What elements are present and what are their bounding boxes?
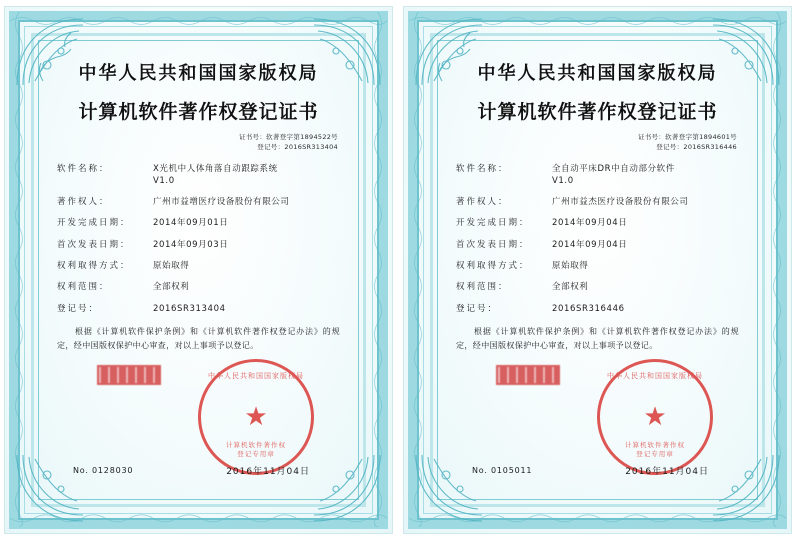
field-row-acquisition-method [57, 260, 340, 272]
field-row-development-date [57, 217, 340, 229]
field-row-development-date [456, 217, 739, 229]
field-label: 开发完成日期： [57, 218, 131, 229]
issuing-authority: 中华人民共和国国家版权局 [477, 63, 718, 84]
field-label: 权利范围： [57, 282, 110, 293]
field-value: 2014年09月03日 [153, 239, 229, 250]
certificate-body-right [442, 45, 753, 495]
legal-note: 根据《计算机软件保护条例》和《计算机软件著作权登记办法》的规定，经中国版权保护中心审查，对以上事项予以登记。 [57, 327, 340, 350]
field-label: 著作权人： [456, 197, 509, 208]
field-label: 权利取得方式： [57, 261, 131, 272]
certificate-card-left [4, 6, 393, 534]
field-label: 登记号： [456, 303, 499, 314]
seal-bottom-line-2: 登记专用章 [237, 450, 275, 459]
field-row-rights-scope [456, 281, 739, 293]
legal-note: 根据《计算机软件保护条例》和《计算机软件著作权登记办法》的规定，经中国版权保护中心审查，对以上事项予以登记。 [456, 327, 739, 350]
certificate-number-line-1: 证书号：软著登字第1894522号 [238, 133, 338, 141]
field-list [456, 163, 739, 316]
field-value [153, 163, 340, 188]
field-row-software-name [456, 163, 739, 188]
field-value: 2016SR313404 [153, 303, 226, 314]
official-seal-stamp [198, 359, 314, 475]
seal-arc-top-text: 中华人民共和国国家版权局 [208, 372, 304, 380]
signature-redaction-mark [496, 365, 560, 385]
field-label: 首次发表日期： [57, 239, 131, 250]
certificate-title: 计算机软件著作权登记证书 [477, 101, 718, 123]
field-row-acquisition-method [456, 260, 739, 272]
field-value: 全部权利 [153, 282, 190, 293]
field-value-text: X光机中人体角落自动跟踪系统 [153, 163, 278, 174]
signature-area [456, 359, 739, 479]
seal-arc-bottom-text [600, 441, 710, 461]
field-value: 广州市益杰医疗设备股份有限公司 [552, 197, 689, 208]
field-label: 软件名称： [57, 163, 110, 174]
certificate-number-block [57, 133, 340, 153]
field-label: 权利范围： [456, 282, 509, 293]
issuing-authority: 中华人民共和国国家版权局 [78, 63, 319, 84]
field-value-version: V1.0 [153, 175, 175, 186]
serial-number: No. 0105011 [472, 466, 533, 475]
field-row-registration-number [57, 303, 340, 315]
certificate-body-left [43, 45, 354, 495]
official-seal-stamp [597, 359, 713, 475]
field-value: 2014年09月04日 [552, 218, 628, 229]
seal-arc-top-text: 中华人民共和国国家版权局 [607, 372, 703, 380]
issue-date: 2016年11月04日 [226, 467, 310, 477]
certificate-number-block [456, 133, 739, 153]
certificate-number-line-1: 证书号：软著登字第1894601号 [637, 133, 737, 141]
signature-area [57, 359, 340, 479]
issue-date: 2016年11月04日 [625, 467, 709, 477]
certificate-card-right [403, 6, 792, 534]
field-value: 原始取得 [552, 261, 589, 272]
field-label: 著作权人： [57, 197, 110, 208]
field-value: 原始取得 [153, 261, 190, 272]
field-row-copyright-owner [57, 196, 340, 208]
field-label: 软件名称： [456, 163, 509, 174]
field-value-version: V1.0 [552, 175, 574, 186]
field-value: 2014年09月04日 [552, 239, 628, 250]
seal-bottom-line-1: 计算机软件著作权 [625, 440, 685, 449]
field-value [552, 163, 739, 188]
seal-bottom-line-2: 登记专用章 [636, 450, 674, 459]
certificate-title: 计算机软件著作权登记证书 [78, 101, 319, 123]
field-row-copyright-owner [456, 196, 739, 208]
field-value: 2014年09月01日 [153, 218, 229, 229]
certificate-number-line-2: 登记号：2016SR316446 [656, 142, 737, 151]
field-row-rights-scope [57, 281, 340, 293]
serial-number: No. 0128030 [73, 466, 134, 475]
signature-redaction-mark [97, 365, 161, 385]
field-row-registration-number [456, 303, 739, 315]
field-label: 权利取得方式： [456, 261, 530, 272]
field-value-text: 全自动平床DR中自动部分软件 [552, 163, 675, 174]
seal-arc-bottom-text [201, 441, 311, 461]
field-value: 广州市益增医疗设备股份有限公司 [153, 197, 290, 208]
field-row-first-publish-date [456, 239, 739, 251]
field-label: 登记号： [57, 303, 100, 314]
seal-bottom-line-1: 计算机软件著作权 [226, 440, 286, 449]
star-icon: ★ [244, 402, 268, 432]
field-label: 首次发表日期： [456, 239, 530, 250]
certificate-number-line-2: 登记号：2016SR313404 [257, 142, 338, 151]
field-value: 2016SR316446 [552, 303, 625, 314]
field-row-first-publish-date [57, 239, 340, 251]
star-icon: ★ [643, 402, 667, 432]
field-value: 全部权利 [552, 282, 589, 293]
field-label: 开发完成日期： [456, 218, 530, 229]
field-list [57, 163, 340, 316]
field-row-software-name [57, 163, 340, 188]
